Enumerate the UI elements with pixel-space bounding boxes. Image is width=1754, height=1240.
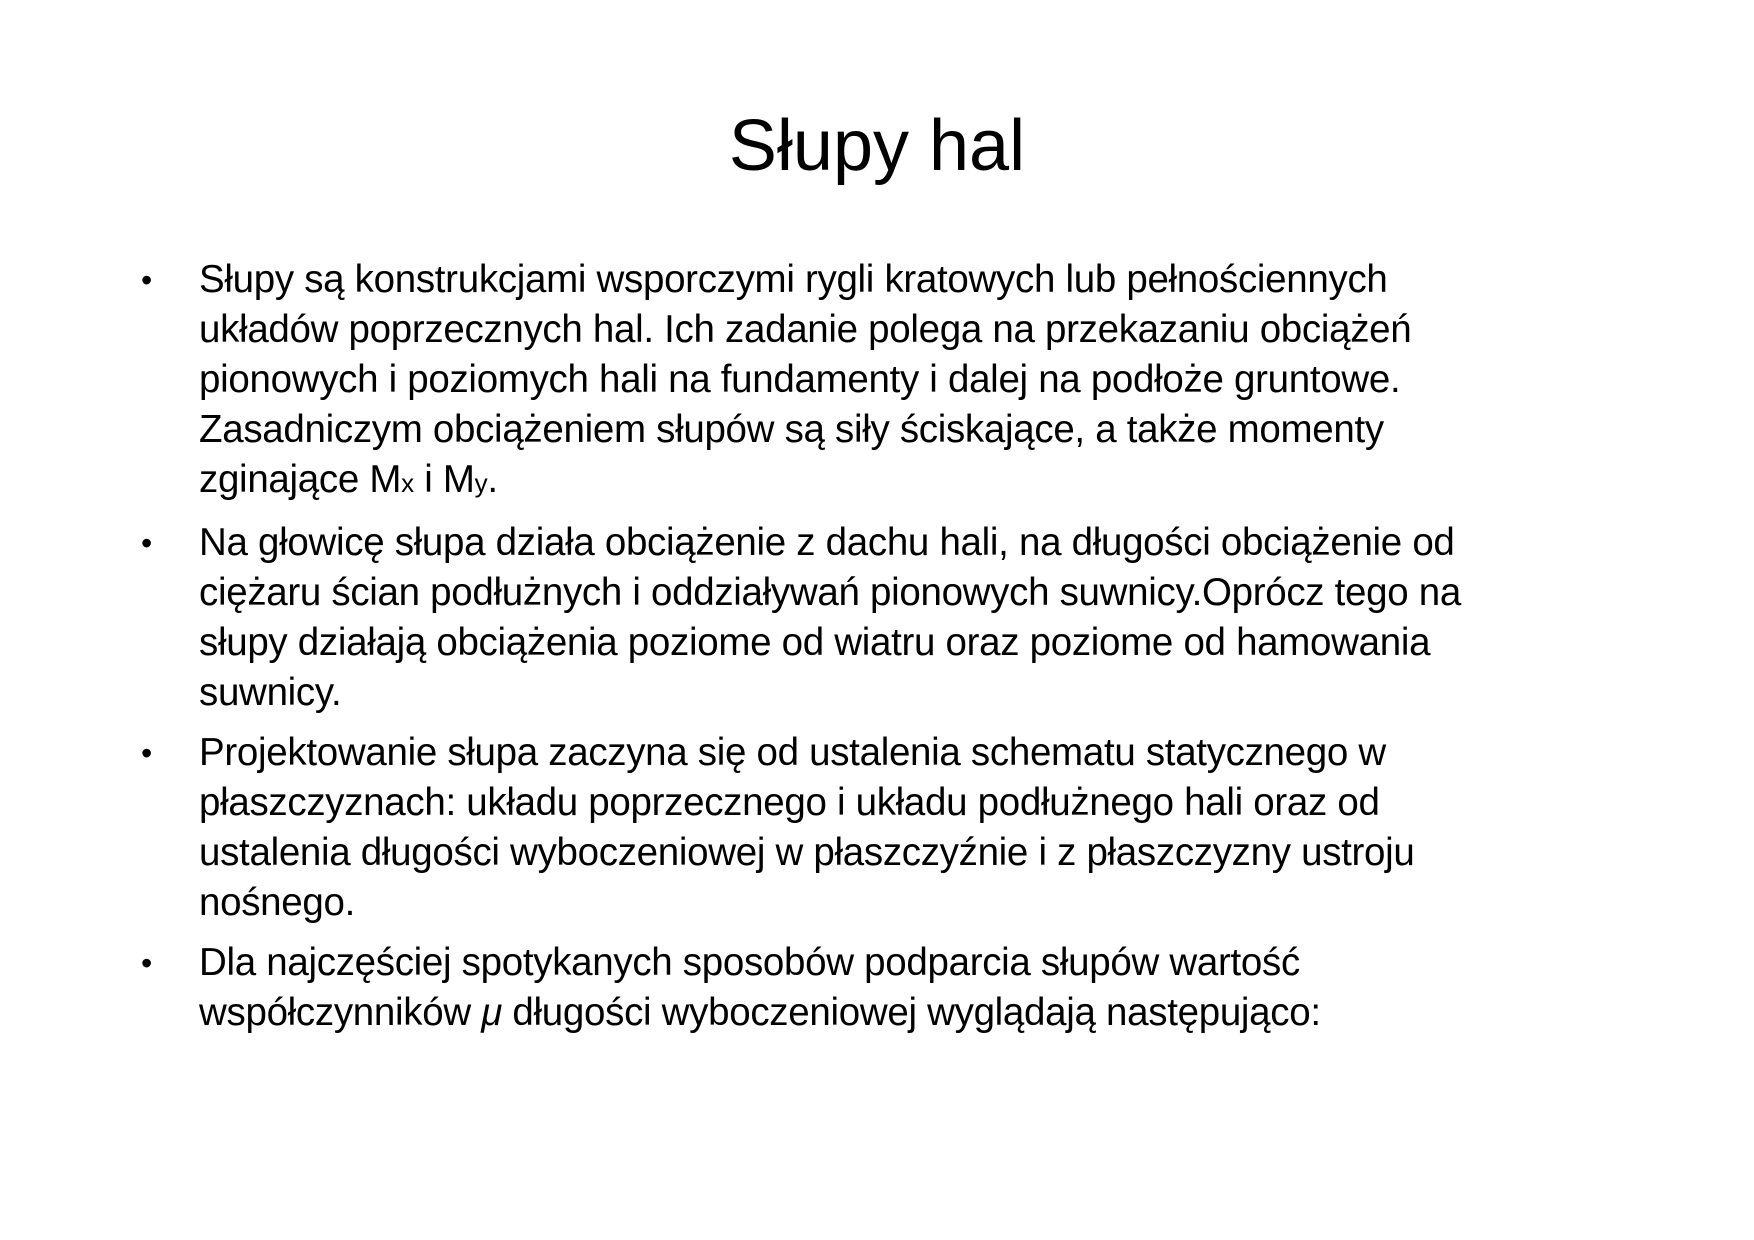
text-segment: nośnego. bbox=[199, 881, 356, 924]
text-line bbox=[199, 305, 1754, 355]
bullet-list bbox=[0, 255, 1754, 1048]
text-segment: współczynników bbox=[199, 991, 482, 1034]
bullet-marker: • bbox=[141, 945, 153, 981]
text-line bbox=[199, 728, 1754, 778]
text-line bbox=[199, 355, 1754, 405]
text-line bbox=[199, 518, 1754, 568]
text-line bbox=[199, 255, 1754, 305]
text-segment: pionowych i poziomych hali na fundamenty i dalej na podłoże gruntowe. bbox=[199, 358, 1401, 401]
text-segment: zginające M bbox=[199, 458, 402, 501]
bullet-item bbox=[0, 255, 1754, 508]
bullet-item bbox=[0, 938, 1754, 1038]
text-line bbox=[199, 778, 1754, 828]
text-line bbox=[199, 988, 1754, 1038]
text-line bbox=[199, 828, 1754, 878]
text-line bbox=[199, 878, 1754, 928]
text-line bbox=[199, 455, 1754, 508]
bullet-item bbox=[0, 518, 1754, 718]
text-segment: Na głowicę słupa działa obciążenie z dachu hali, na długości obciążenie od bbox=[199, 521, 1455, 564]
text-segment: długości wyboczeniowej wyglądają następująco: bbox=[502, 991, 1321, 1034]
text-segment: układów poprzecznych hal. Ich zadanie polega na przekazaniu obciążeń bbox=[199, 308, 1412, 351]
text-segment: słupy działają obciążenia poziome od wiatru oraz poziome od hamowania bbox=[199, 621, 1431, 664]
bullet-marker: • bbox=[141, 525, 153, 561]
text-segment: Dla najczęściej spotykanych sposobów podparcia słupów wartość bbox=[199, 941, 1300, 984]
bullet-marker: • bbox=[141, 262, 153, 298]
italic-symbol: μ bbox=[481, 991, 503, 1034]
text-line bbox=[199, 568, 1754, 618]
bullet-marker: • bbox=[141, 735, 153, 771]
text-line bbox=[199, 668, 1754, 718]
text-segment: Projektowanie słupa zaczyna się od ustalenia schematu statycznego w bbox=[199, 731, 1386, 774]
text-segment: . bbox=[487, 458, 498, 501]
text-segment: płaszczyznach: układu poprzecznego i układu podłużnego hali oraz od bbox=[199, 781, 1380, 824]
text-segment: Zasadniczym obciążeniem słupów są siły ściskające, a także momenty bbox=[199, 408, 1384, 451]
text-segment: ciężaru ścian podłużnych i oddziaływań pionowych suwnicy.Oprócz tego na bbox=[199, 571, 1462, 614]
text-line bbox=[199, 405, 1754, 455]
text-segment: Słupy są konstrukcjami wsporczymi rygli kratowych lub pełnościennych bbox=[199, 258, 1388, 301]
subscript: x bbox=[401, 468, 414, 498]
text-line bbox=[199, 938, 1754, 988]
text-line bbox=[199, 618, 1754, 668]
subscript: y bbox=[474, 468, 488, 498]
bullet-item bbox=[0, 728, 1754, 928]
text-segment: i M bbox=[413, 458, 475, 501]
text-segment: ustalenia długości wyboczeniowej w płaszczyźnie i z płaszczyzny ustroju bbox=[199, 831, 1415, 874]
slide-title: Słupy hal bbox=[728, 106, 1026, 186]
text-segment: suwnicy. bbox=[199, 671, 342, 714]
